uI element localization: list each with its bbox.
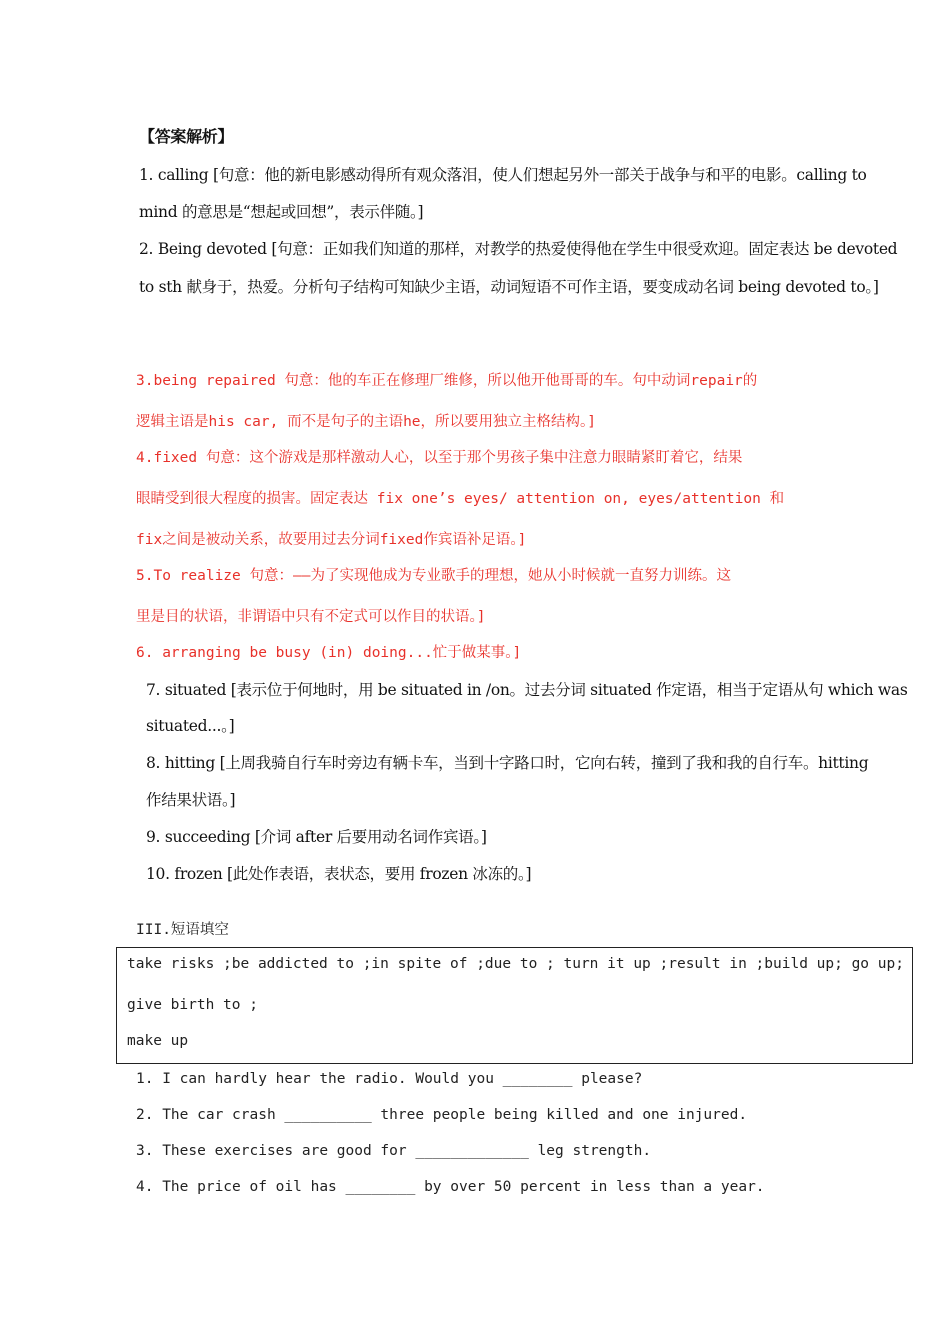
answer-line: 8. hitting [上周我骑自行车时旁边有辆卡车，当到十字路口时，它向右转，撞到了我和我的自行车。hitting [146,754,869,772]
answer-line: 10. frozen [此处作表语，表状态，要用 frozen 冰冻的。] [146,865,532,883]
section-title: III.短语填空 [136,922,229,938]
answer-line: 9. succeeding [介词 after 后要用动名词作宾语。] [146,828,487,846]
phrase-line: take risks ;be addicted to ;in spite of ;due to ; turn it up ;result in ;build up; go up; [127,956,904,972]
answer-line-red: 逻辑主语是his car, 而不是句子的主语he，所以要用独立主格结构。] [136,414,597,430]
exercise-item: 4. The price of oil has ________ by over 50 percent in less than a year. [136,1179,765,1195]
answer-line: to sth 献身于，热爱。分析句子结构可知缺少主语，动词短语不可作主语，要变成动名词 being devoted to。] [139,278,879,296]
phrase-line: give birth to ; [127,997,258,1013]
answer-line-red: 眼睛受到很大程度的损害。固定表达 fix one’s eyes/ attention on, eyes/attention 和 [136,491,785,507]
answer-line-red: fix之间是被动关系，故要用过去分词fixed作宾语补足语。] [136,532,527,548]
exercise-item: 1. I can hardly hear the radio. Would you ________ please? [136,1071,643,1087]
answer-line: situated...。] [146,717,235,735]
exercise-item: 3. These exercises are good for _____________ leg strength. [136,1143,652,1159]
answer-line-red: 6. arranging be busy (in) doing...忙于做某事。] [136,645,522,661]
phrase-line: make up [127,1033,189,1049]
exercise-item: 2. The car crash __________ three people being killed and one injured. [136,1107,748,1123]
answer-line-red: 5.To realize 句意：——为了实现他成为专业歌手的理想，她从小时候就一直努力训练。这 [136,568,731,584]
answer-line: 2. Being devoted [句意：正如我们知道的那样，对教学的热爱使得他在学生中很受欢迎。固定表达 be devoted [139,240,898,258]
answer-line-red: 3.being repaired 句意：他的车正在修理厂维修，所以他开他哥哥的车。句中动词repair的 [136,373,758,389]
answer-heading: 【答案解析】 [139,127,234,146]
answer-line: mind 的意思是“想起或回想”，表示伴随。] [139,203,424,221]
answer-line-red: 4.fixed 句意：这个游戏是那样激动人心，以至于那个男孩子集中注意力眼睛紧盯着它，结果 [136,450,743,466]
answer-line: 1. calling [句意：他的新电影感动得所有观众落泪，使人们想起另外一部关于战争与和平的电影。calling to [139,166,867,184]
answer-line-red: 里是目的状语，非谓语中只有不定式可以作目的状语。] [136,609,486,625]
answer-line: 7. situated [表示位于何地时，用 be situated in /on。过去分词 situated 作定语，相当于定语从句 which was [146,681,908,699]
phrase-box [116,947,913,1064]
answer-line: 作结果状语。] [146,791,236,809]
